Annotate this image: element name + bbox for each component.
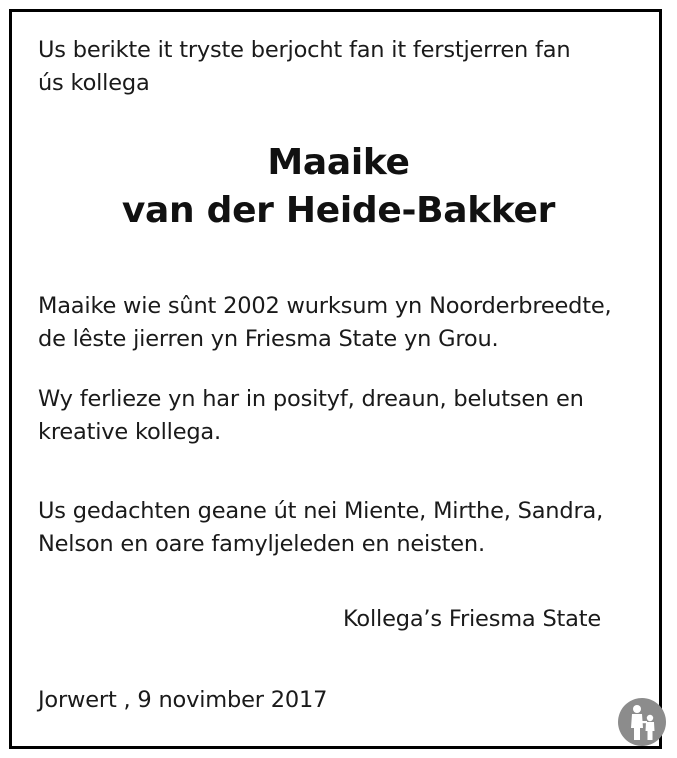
deceased-last-name: van der Heide-Bakker bbox=[121, 190, 556, 231]
paragraph-line: Nelson en oare famyljeleden en neisten. bbox=[38, 531, 485, 557]
notice-border bbox=[9, 9, 662, 749]
memorial-figures-icon bbox=[617, 697, 667, 747]
paragraph-line: de lêste jierren yn Friesma State yn Grou. bbox=[38, 326, 499, 352]
paragraph-tribute bbox=[38, 383, 584, 449]
signature: Kollega’s Friesma State bbox=[343, 606, 602, 632]
paragraph-line: Maaike wie sûnt 2002 wurksum yn Noorderbreedte, bbox=[38, 293, 612, 319]
paragraph-line: kreative kollega. bbox=[38, 419, 221, 445]
paragraph-condolence bbox=[38, 495, 603, 561]
paragraph-line: Wy ferlieze yn har in posityf, dreaun, belutsen en bbox=[38, 386, 584, 412]
deceased-first-name: Maaike bbox=[267, 142, 410, 183]
intro-line: ús kollega bbox=[38, 70, 150, 96]
intro-text bbox=[38, 34, 570, 100]
paragraph-line: Us gedachten geane út nei Miente, Mirthe, Sandra, bbox=[38, 498, 604, 524]
place-date: Jorwert , 9 novimber 2017 bbox=[38, 687, 328, 713]
paragraph-work bbox=[38, 290, 611, 356]
intro-line: Us berikte it tryste berjocht fan it ferstjerren fan bbox=[38, 37, 571, 63]
